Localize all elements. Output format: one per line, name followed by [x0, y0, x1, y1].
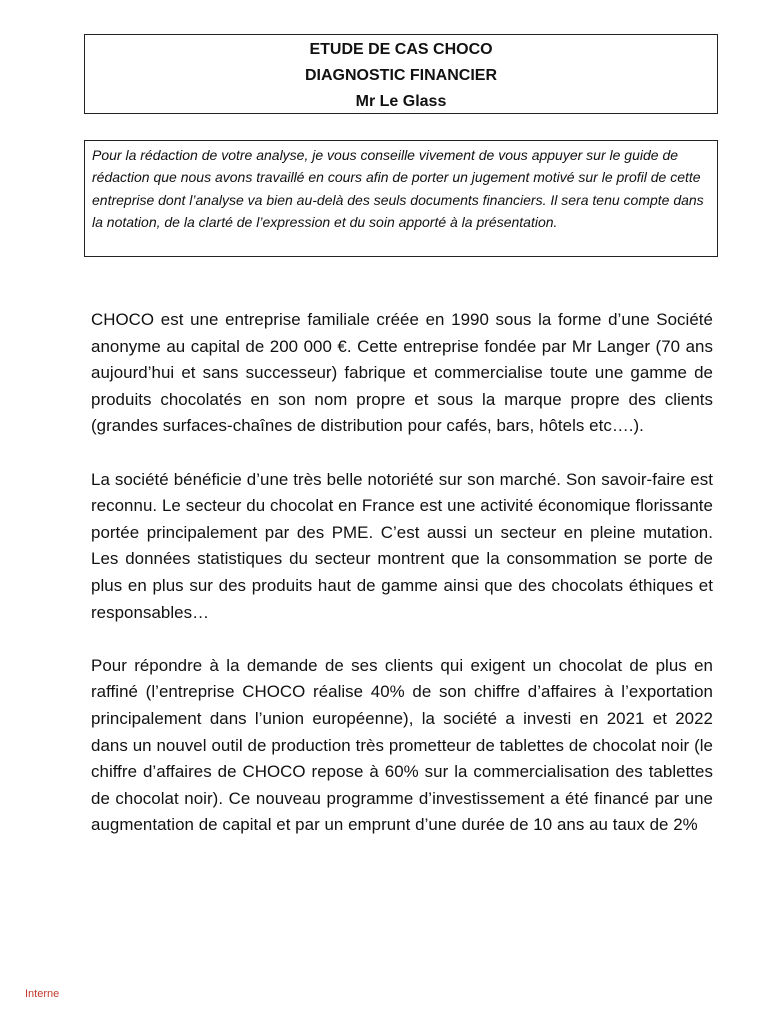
- case-study-body: [91, 307, 713, 839]
- title-line-3: Mr Le Glass: [355, 93, 447, 110]
- classification-label: Interne: [25, 988, 60, 1000]
- title-line-2: DIAGNOSTIC FINANCIER: [305, 67, 497, 84]
- paragraph-1: CHOCO est une entreprise familiale créée en 1990 sous la forme d’une Société anonyme au capital de 200 000 €. Cette entreprise fondée par Mr Langer (70 ans aujourd’hui et sans successeur) fabrique et commercialise toute une gamme de produits chocolatés en son nom propre et sous la marque propre des clients (grandes surfaces-chaînes de distribution pour cafés, bars, hôtels etc….).: [91, 310, 713, 436]
- paragraph-3: Pour répondre à la demande de ses clients qui exigent un chocolat de plus en raffiné (l’entreprise CHOCO réalise 40% de son chiffre d’affaires à l’exportation principalement dans l’union européenne), la société a investi en 2021 et 2022 dans un nouvel outil de production très prometteur de tablettes de chocolat noir (le chiffre d’affaires de CHOCO repose à 60% sur la commercialisation des tablettes de chocolat noir). Ce nouveau programme d’investissement a été financé par une augmentation de capital et par un emprunt d’une durée de 10 ans au taux de 2%: [91, 655, 713, 835]
- instructions-box: Pour la rédaction de votre analyse, je vous conseille vivement de vous appuyer sur le guide de rédaction que nous avons travaillé en cours afin de porter un jugement motivé sur le profil de cette entreprise dont l’analyse va bien au-delà des seuls documents financiers. Il sera tenu compte dans la notation, de la clarté de l’expression et du soin apporté à la présentation.: [84, 140, 718, 257]
- document-title-box: [84, 34, 718, 114]
- title-line-1: ETUDE DE CAS CHOCO: [309, 41, 493, 58]
- paragraph-2: La société bénéficie d’une très belle notoriété sur son marché. Son savoir-faire est reconnu. Le secteur du chocolat en France est une activité économique florissante portée principalement par des PME. C’est aussi un secteur en pleine mutation. Les données statistiques du secteur montrent que la consommation se porte de plus en plus sur des produits haut de gamme ainsi que des chocolats éthiques et responsables…: [91, 469, 713, 622]
